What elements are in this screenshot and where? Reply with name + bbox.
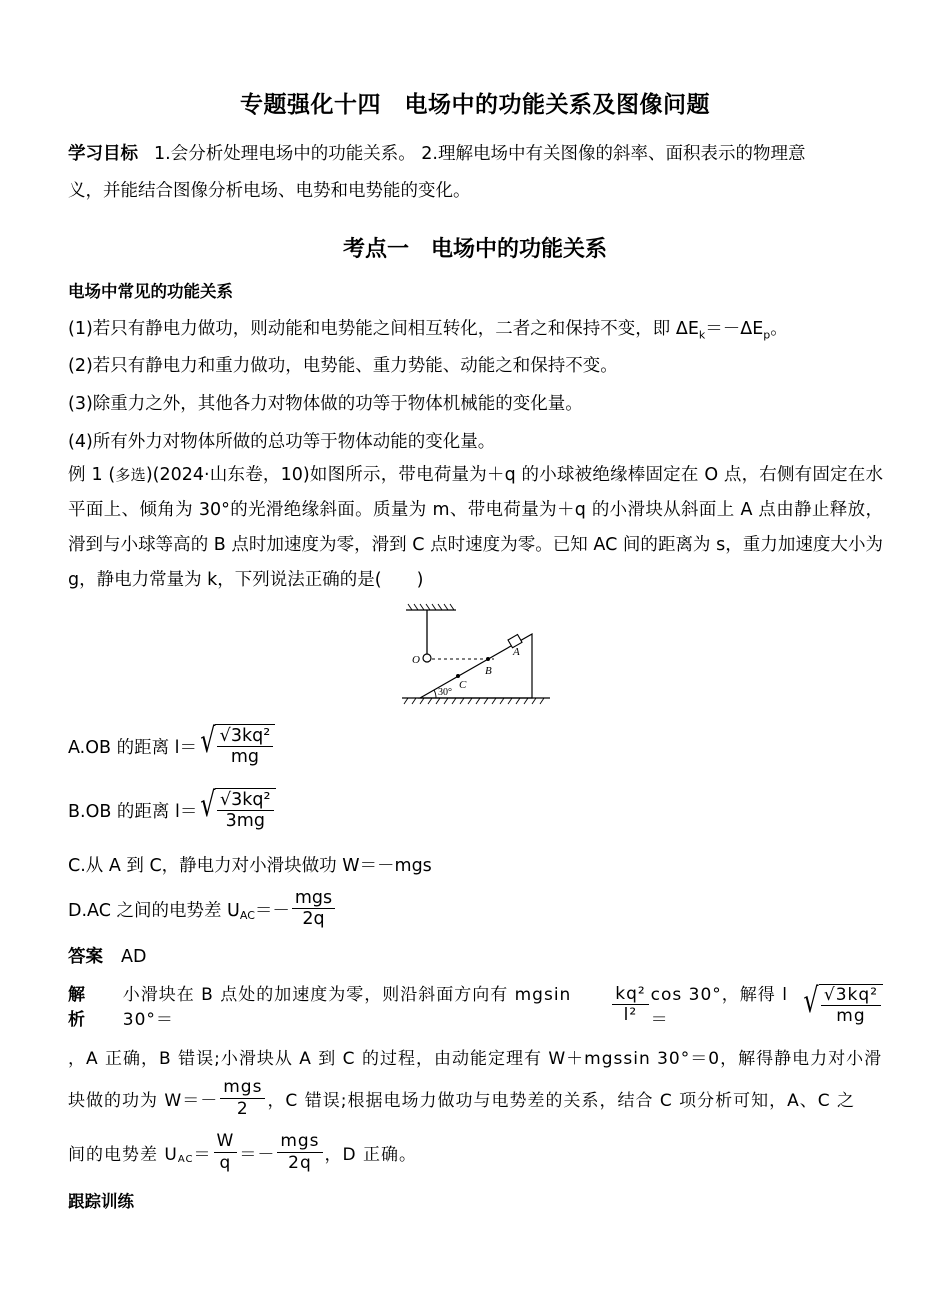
option-d-sub: AC — [239, 909, 255, 923]
option-b-numerator: √3kq² — [217, 790, 274, 811]
item-1-mid: ＝－ΔE — [705, 319, 764, 339]
analysis-l1-frac-num: kq² — [612, 985, 648, 1006]
page-title: 专题强化十四 电场中的功能关系及图像问题 — [240, 92, 710, 118]
answer-value: AD — [121, 947, 147, 967]
analysis-l4-den2: 2q — [288, 1152, 312, 1173]
label-a: A — [513, 646, 520, 658]
option-d-prefix: D.AC 之间的电势差 U — [68, 900, 240, 921]
analysis-l3-den: 2 — [236, 1098, 249, 1119]
option-d — [68, 888, 337, 930]
analysis-l4-den1: q — [219, 1152, 232, 1173]
ceiling-hatch — [408, 604, 454, 610]
label-o: O — [412, 654, 420, 666]
analysis-l4-num2: mgs — [277, 1132, 322, 1153]
option-a-denominator: mg — [230, 747, 260, 768]
option-b — [68, 785, 276, 832]
item-1-text: (1)若只有静电力做功，则动能和电势能之间相互转化，二者之和保持不变，即 ΔE — [68, 319, 699, 339]
example-1 — [68, 458, 883, 598]
goal-line-2: 义，并能结合图像分析电场、电势和电势能的变化。 — [68, 181, 471, 201]
subheading: 电场中常见的功能关系 — [68, 282, 233, 301]
point-b — [486, 657, 490, 661]
incline-figure — [398, 602, 552, 712]
analysis-l4-b: ＝ — [193, 1144, 212, 1165]
section-heading: 考点一 电场中的功能关系 — [342, 237, 607, 262]
relation-item-3: (3)除重力之外，其他各力对物体做的功等于物体机械能的变化量。 — [68, 394, 583, 414]
option-d-eq: ＝－ — [254, 900, 290, 921]
answer-line — [68, 943, 146, 968]
option-d-numerator: mgs — [292, 888, 335, 909]
analysis-l3-num: mgs — [220, 1078, 265, 1099]
answer-label: 答案 — [68, 947, 103, 967]
option-b-root: √ $\frac{\text{√3kq²}}{3mg}$ — [197, 788, 275, 832]
option-a-numerator: √3kq² — [217, 726, 274, 747]
option-a-root: √ $\frac{\text{√3kq²}}{mg}$ — [197, 724, 275, 768]
analysis-l4-sub: AC — [177, 1153, 194, 1165]
analysis-l1-frac-den: l² — [623, 1005, 638, 1026]
option-b-denominator: 3mg — [225, 811, 265, 832]
example-body: )(2024·山东卷，10)如图所示，带电荷量为＋q 的小球被绝缘棒固定在 O 点，右侧有固定在水平面上、倾角为 30°的光滑绝缘斜面。质量为 m、带电荷量为＋q 的小滑块从斜面上 A 点由静止释放，滑到与小球等高的 B 点时加速度为零，滑到 C 点时速度为零。已知 AC 间的距离为 s，重力加速度大小为 g，静电力常量为 k，下列说法正确的是( ) — [68, 465, 883, 590]
analysis-l1-b: cos 30°，解得 l＝ — [650, 985, 788, 1030]
analysis-line-2: ，A 正确，B 错误;小滑块从 A 到 C 的过程，由动能定理有 W＋mgssin 30°＝0，解得静电力对小滑 — [68, 1049, 883, 1069]
analysis-label: 解析 — [68, 985, 85, 1030]
charged-ball — [423, 654, 431, 662]
goal-label: 学习目标 — [68, 144, 138, 164]
angle-label: 30° — [438, 687, 452, 698]
option-c: C.从 A 到 C，静电力对小滑块做功 W＝－mgs — [68, 856, 432, 876]
item-1-sub-k: k — [698, 328, 706, 342]
learning-goals — [68, 136, 888, 210]
relation-item-2: (2)若只有静电力和重力做功，电势能、重力势能、动能之和保持不变。 — [68, 356, 618, 376]
option-d-denominator: 2q — [302, 909, 325, 930]
analysis-l1-a: 小滑块在 B 点处的加速度为零，则沿斜面方向有 mgsin 30°＝ — [122, 985, 572, 1030]
option-b-prefix: B.OB 的距离 l＝ — [68, 801, 198, 822]
goal-line-1: 1.会分析处理电场中的功能关系。 2.理解电场中有关图像的斜率、面积表示的物理意 — [154, 144, 806, 164]
angle-arc — [434, 690, 436, 698]
analysis-l1-root: √ $\frac{\text{√3kq²}}{mg}$ — [800, 984, 883, 1027]
analysis-l1-root-num: √3kq² — [821, 986, 881, 1007]
relation-item-4: (4)所有外力对物体所做的总功等于物体动能的变化量。 — [68, 432, 496, 452]
example-tag: 多选 — [115, 466, 146, 484]
option-a — [68, 721, 275, 768]
analysis-l4-a: 间的电势差 U — [68, 1144, 178, 1165]
follow-up-heading: 跟踪训练 — [68, 1192, 134, 1211]
label-b: B — [485, 665, 492, 677]
analysis-l3-b: ，C 错误;根据电场力做功与电势差的关系，结合 C 项分析可知，A、C 之 — [267, 1090, 856, 1111]
analysis-l1-root-den: mg — [836, 1006, 866, 1027]
analysis-l4-c: ＝－ — [239, 1144, 276, 1165]
point-c — [456, 674, 460, 678]
label-c: C — [459, 679, 467, 691]
analysis-l4-d: ，D 正确。 — [324, 1144, 418, 1165]
relation-item-1 — [68, 315, 788, 342]
analysis-l3-a: 块做的功为 W＝－ — [68, 1090, 219, 1111]
ground-hatch — [404, 698, 544, 704]
analysis-line-3 — [68, 1078, 883, 1119]
analysis-l4-num1: W — [214, 1132, 238, 1153]
option-a-prefix: A.OB 的距离 l＝ — [68, 737, 197, 758]
item-1-sub-p: p — [763, 328, 771, 342]
example-lead: 例 1 ( — [68, 465, 116, 485]
item-1-end: 。 — [770, 319, 788, 339]
analysis-line-4 — [68, 1132, 883, 1173]
analysis-line-1 — [68, 980, 883, 1030]
